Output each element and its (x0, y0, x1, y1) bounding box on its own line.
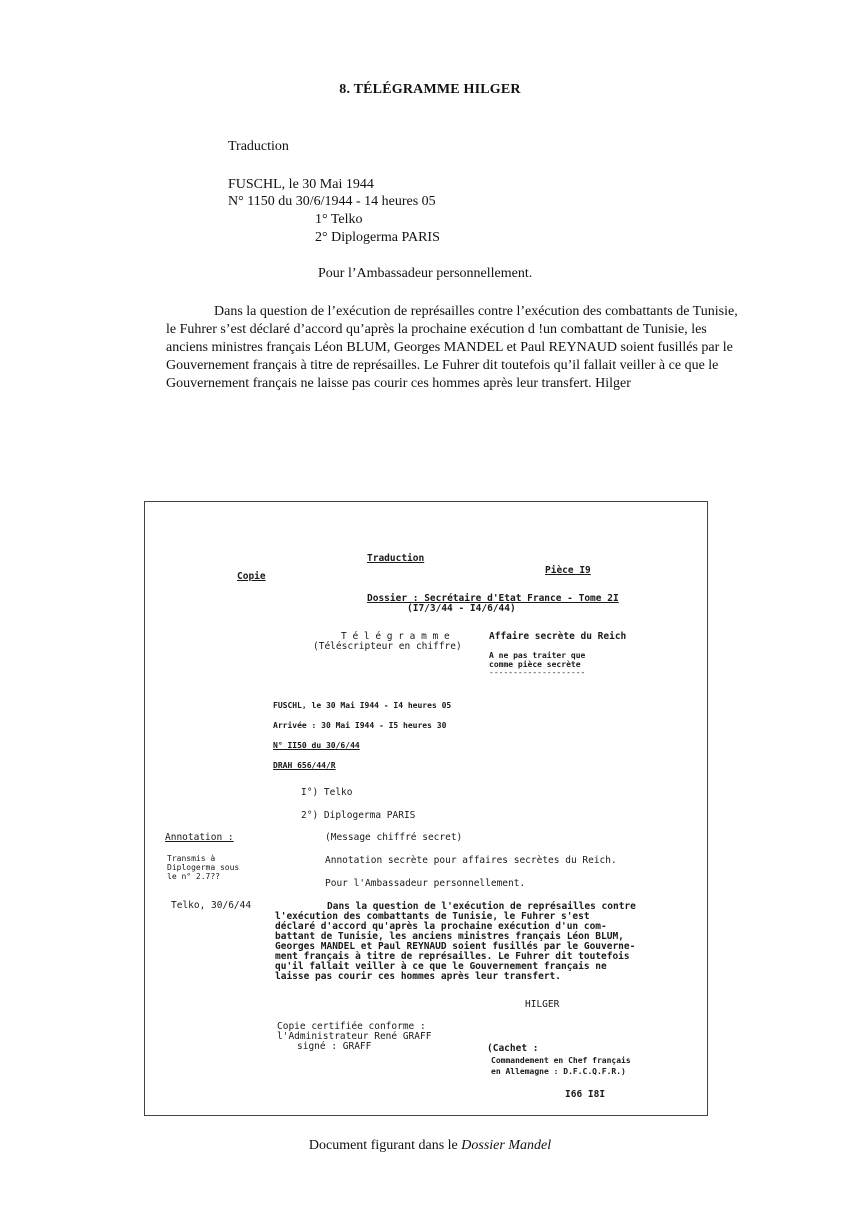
scan-copie: Copie (237, 571, 266, 582)
recipient-2: 2° Diplogerma PARIS (315, 230, 440, 245)
scan-telegramme: T é l é g r a m m e (341, 631, 450, 642)
scan-piece: Pièce I9 (545, 565, 591, 576)
caption (0, 1138, 860, 1154)
scan-body-line: laisse pas courir ces hommes après leur transfert. (275, 971, 561, 982)
telegram-number: N° 1150 du 30/6/1944 - 14 heures 05 (228, 194, 436, 209)
scan-dashes: -------------------- (489, 668, 586, 677)
scan-hilger: HILGER (525, 999, 560, 1010)
scan-ne-pas-2: comme pièce secrète (489, 660, 581, 669)
scan-body-line: ment français à titre de représailles. Le Fuhrer dit toutefois (275, 951, 630, 962)
scan-body-line: qu'il fallait veiller à ce que le Gouvernement français ne (275, 961, 607, 972)
scanned-document (144, 501, 708, 1116)
ambassador-line: Pour l’Ambassadeur personnellement. (318, 266, 533, 281)
scan-body-line: Georges MANDEL et Paul REYNAUD soient fusillés par le Gouverne- (275, 941, 636, 952)
scan-pour-amb: Pour l'Ambassadeur personnellement. (325, 878, 526, 889)
page-title: 8. TÉLÉGRAMME HILGER (339, 82, 521, 97)
scan-affaire: Affaire secrète du Reich (489, 631, 627, 642)
scan-message: (Message chiffré secret) (325, 832, 463, 843)
traduction-label: Traduction (228, 139, 289, 154)
scan-traduction: Traduction (367, 553, 425, 564)
scan-drah: DRAH 656/44/R (273, 761, 336, 770)
scan-cachet-3: en Allemagne : D.F.C.Q.F.R.) (491, 1067, 626, 1076)
scan-transmis-3: le n° 2.7?? (167, 872, 220, 881)
place-date: FUSCHL, le 30 Mai 1944 (228, 177, 374, 192)
caption-italic: Dossier Mandel (461, 1138, 552, 1153)
scan-cachet-1: (Cachet : (487, 1043, 539, 1054)
scan-transmis-1: Transmis à (167, 854, 216, 863)
scan-body-line: battant de Tunisie, les anciens ministres français Léon BLUM, (275, 931, 624, 942)
scan-body-line: l'exécution des combattants de Tunisie, le Fuhrer s'est (275, 911, 590, 922)
recipient-1: 1° Telko (315, 212, 363, 227)
paragraph-text: Dans la question de l’exécution de représailles contre l’exécution des combattants de Tunisie, le Fuhrer s’est déclaré d’accord qu’après la prochaine exécution d !un combattant de Tunisie, les anciens ministres français Léon BLUM, Georges MANDEL et Paul REYNAUD soient fusillés par le Gouvernement français à titre de représailles. Le Fuhrer dit toutefois qu’il fallait veiller à ce que le Gouvernement français ne laisse pas courir ces hommes après leur transfert. Hilger (166, 304, 738, 391)
transcription-paragraph (166, 303, 741, 393)
scan-body-line: Dans la question de l'exécution de représailles contre (327, 901, 636, 912)
scan-copie-cert-1: Copie certifiée conforme : (277, 1021, 426, 1032)
scan-ne-pas-1: A ne pas traiter que (489, 651, 586, 660)
scan-diplogerma: 2°) Diplogerma PARIS (301, 810, 416, 821)
scan-teleimpr: (Téléscripteur en chiffre) (313, 641, 462, 652)
scan-numero: N° II50 du 30/6/44 (273, 741, 360, 750)
scan-transmis-2: Diplogerma sous (167, 863, 240, 872)
caption-prefix: Document figurant dans le (308, 1138, 462, 1153)
scan-dossier-dates: (I7/3/44 - I4/6/44) (407, 603, 516, 614)
scan-arrivee: Arrivée : 30 Mai I944 - I5 heures 30 (273, 721, 447, 730)
scan-page-number: I66 I8I (565, 1089, 606, 1100)
scan-dossier: Dossier : Secrétaire d'Etat France - Tome 2I (367, 593, 619, 604)
scan-annotation-secrete: Annotation secrète pour affaires secrètes du Reich. (325, 855, 617, 866)
scan-annotation-label: Annotation : (165, 832, 234, 843)
scan-telko-date: Telko, 30/6/44 (171, 900, 252, 911)
scan-copie-cert-2: l'Administrateur René GRAFF (277, 1031, 432, 1042)
scan-telko: I°) Telko (301, 787, 353, 798)
scan-cachet-2: Commandement en Chef français (491, 1056, 631, 1065)
scan-body-line: déclaré d'accord qu'après la prochaine exécution d'un com- (275, 921, 607, 932)
scan-copie-cert-3: signé : GRAFF (297, 1041, 372, 1052)
scan-fuschl: FUSCHL, le 30 Mai I944 - I4 heures 05 (273, 701, 452, 710)
